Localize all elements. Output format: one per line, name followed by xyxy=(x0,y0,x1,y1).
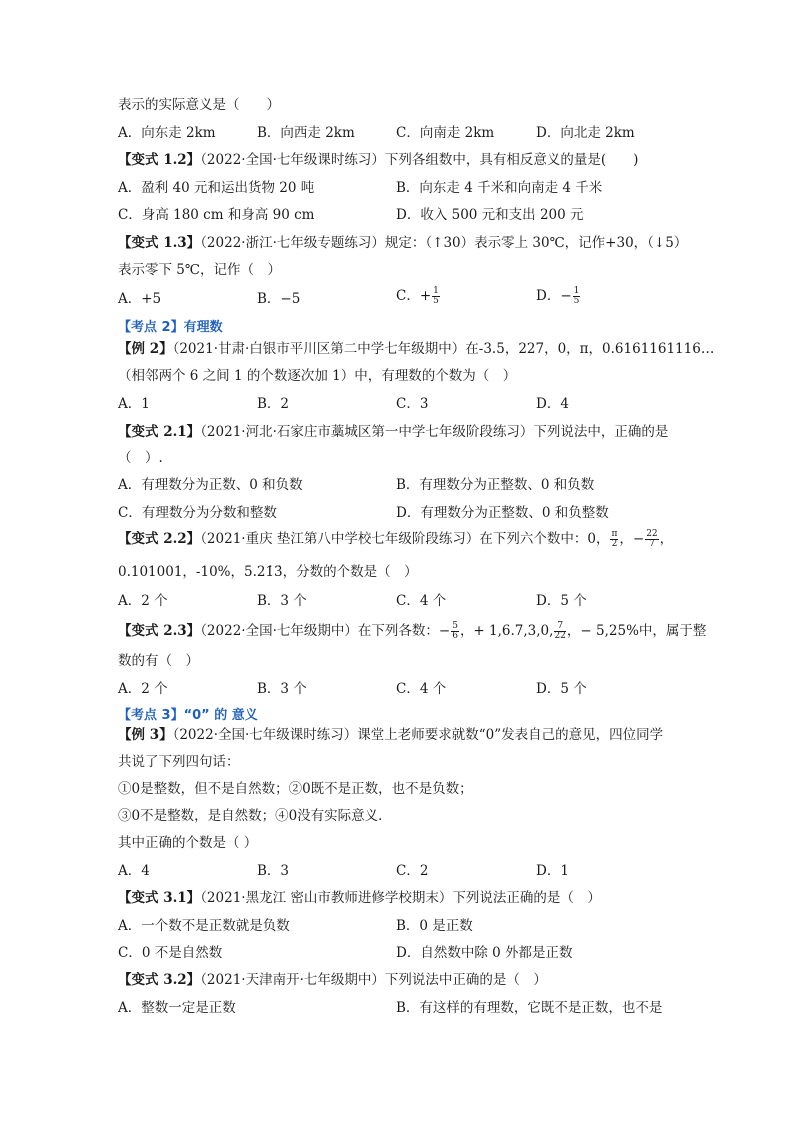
question-stem: 表示的实际意义是（ ） xyxy=(118,97,280,113)
question-text: （2022·全国·七年级课时练习）课堂上老师要求就数“0”发表自己的意见，四位同学 xyxy=(172,727,664,743)
fraction xyxy=(573,287,581,306)
question-text-cont: 0.101001，-10%，5.21̇3̇，分数的个数是（ ） xyxy=(118,564,418,580)
fraction-denominator: 5 xyxy=(433,296,439,306)
option-a: A．2 个 xyxy=(118,681,168,697)
option-c: C．4 个 xyxy=(396,593,447,609)
example-2 xyxy=(118,340,714,358)
fraction xyxy=(554,622,565,641)
question-text-cont: 共说了下列四句话： xyxy=(118,754,240,770)
option-b: B．−5 xyxy=(257,291,301,307)
option-c: C．向南走 2km xyxy=(396,125,495,141)
option-c: C．身高 180 cm 和身高 90 cm xyxy=(118,207,315,223)
option-c: C．2 xyxy=(396,863,429,879)
question-text: （2021·黑龙江 密山市教师进修学校期末）下列说法正确的是（ ） xyxy=(200,890,601,906)
option-text: C．+ xyxy=(396,288,432,304)
option-d: D．有理数分为正整数、0 和负整数 xyxy=(396,505,609,521)
fraction xyxy=(432,287,440,306)
option-b: B．3 xyxy=(257,863,290,879)
option-b: B．3 个 xyxy=(257,593,307,609)
option-a: A．4 xyxy=(118,863,150,879)
separator-text: ，− xyxy=(619,531,645,547)
option-b: B．向东走 4 千米和向南走 4 千米 xyxy=(396,180,603,196)
question-variant-1-2 xyxy=(118,151,638,169)
option-d: D．收入 500 元和支出 200 元 xyxy=(396,207,584,223)
fraction xyxy=(645,530,658,549)
option-b: B．有理数分为正整数、0 和负数 xyxy=(396,477,595,493)
fraction-denominator: 6 xyxy=(452,631,458,641)
question-label: 【变式 2.2】 xyxy=(118,531,201,547)
option-a: A．2 个 xyxy=(118,593,168,609)
option-d: D．5 个 xyxy=(536,593,587,609)
option-d: D．1 xyxy=(536,863,569,879)
option-c: C．3 xyxy=(396,396,429,412)
option-a: A．+5 xyxy=(118,291,162,307)
question-label: 【变式 3.2】 xyxy=(118,972,201,988)
question-label: 【例 3】 xyxy=(118,727,173,743)
question-variant-2-3 xyxy=(118,622,706,641)
question-text-cont: （ ）. xyxy=(118,450,163,466)
fraction-numerator: 7 xyxy=(554,622,565,632)
option-text: D．− xyxy=(536,288,572,304)
fraction xyxy=(610,530,618,549)
statement-line: ③0不是整数，是自然数；④0没有实际意义． xyxy=(118,808,392,824)
question-text: （2021·重庆 垫江第八中学校七年级阶段练习）在下列六个数中：0， xyxy=(200,531,610,547)
question-label: 【变式 1.3】 xyxy=(118,235,201,251)
question-text: ，+ 1,6.7,3,0, xyxy=(459,623,554,639)
question-text: （2022·全国·七年级课时练习）下列各组数中，具有相反意义的量是( ) xyxy=(200,152,639,168)
option-c: C．4 个 xyxy=(396,681,447,697)
option-b: B．0 是正数 xyxy=(396,918,473,934)
fraction-numerator: 22 xyxy=(646,529,658,539)
option-a: A．一个数不是正数就是负数 xyxy=(118,918,290,934)
fraction-numerator: 1 xyxy=(433,286,439,296)
option-a: A．1 xyxy=(118,396,150,412)
question-text-cont: 表示零下 5℃，记作（ ） xyxy=(118,262,281,278)
option-d: D．向北走 2km xyxy=(536,125,635,141)
option-a: A．盈利 40 元和运出货物 20 吨 xyxy=(118,180,315,196)
fraction-numerator: 5 xyxy=(452,621,458,631)
question-variant-3-2 xyxy=(118,971,547,989)
question-label: 【变式 3.1】 xyxy=(118,890,201,906)
question-variant-3-1 xyxy=(118,889,601,907)
option-b: B．有这样的有理数，它既不是正数，也不是 xyxy=(396,1000,663,1016)
question-text: （2022·浙江·七年级专题练习）规定：（↑30）表示零上 30℃，记作+30，（↓5） xyxy=(200,235,688,251)
question-text-cont: 数的有（ ） xyxy=(118,653,199,669)
fraction-numerator: π xyxy=(611,529,618,539)
fraction-numerator: 1 xyxy=(573,286,580,296)
option-b: B．3 个 xyxy=(257,681,307,697)
option-d xyxy=(536,287,581,306)
question-variant-2-1 xyxy=(118,423,668,441)
option-c: C．有理数分为分数和整数 xyxy=(118,505,277,521)
option-b: B．向西走 2km xyxy=(257,125,355,141)
fraction-denominator: 2 xyxy=(611,539,618,549)
fraction-denominator: 22 xyxy=(554,631,566,641)
question-text: （2021·河北·石家庄市藁城区第一中学七年级阶段练习）下列说法中，正确的是 xyxy=(200,424,669,440)
question-text: （2021·天津南开·七年级期中）下列说法中正确的是（ ） xyxy=(200,972,547,988)
section-heading: 【考点 2】有理数 xyxy=(118,320,223,335)
option-a: A．整数一定是正数 xyxy=(118,1000,236,1016)
option-c xyxy=(396,287,441,306)
question-variant-2-2 xyxy=(118,530,673,549)
example-3 xyxy=(118,726,663,744)
separator-text: ， xyxy=(659,531,674,547)
option-a: A．向东走 2km xyxy=(118,125,216,141)
option-b: B．2 xyxy=(257,396,290,412)
option-d: D．5 个 xyxy=(536,681,587,697)
question-label: 【变式 1.2】 xyxy=(118,152,201,168)
question-text: ，− 5,25%中，属于整 xyxy=(566,623,707,639)
fraction xyxy=(451,622,459,641)
fraction-denominator: 5 xyxy=(573,296,580,306)
question-label: 【例 2】 xyxy=(118,341,173,357)
question-text: （2021·甘肃·白银市平川区第二中学七年级期中）在-3.5，227，0，π，0.6161161116… xyxy=(172,341,715,357)
option-a: A．有理数分为正数、0 和负数 xyxy=(118,477,303,493)
section-heading: 【考点 3】“0” 的 意义 xyxy=(118,708,258,723)
question-text-cont: （相邻两个 6 之间 1 的个数逐次加 1）中，有理数的个数为（ ） xyxy=(118,368,517,384)
option-c: C．0 不是自然数 xyxy=(118,945,223,961)
option-d: D．4 xyxy=(536,396,569,412)
question-prompt: 其中正确的个数是（ ） xyxy=(118,835,258,851)
statement-line: ①0是整数，但不是自然数；②0既不是正数，也不是负数； xyxy=(118,781,473,797)
question-label: 【变式 2.1】 xyxy=(118,424,201,440)
question-label: 【变式 2.3】 xyxy=(118,623,201,639)
question-text: （2022·全国·七年级期中）在下列各数：− xyxy=(200,623,451,639)
question-variant-1-3 xyxy=(118,234,687,252)
option-d: D．自然数中除 0 外都是正数 xyxy=(396,945,573,961)
fraction-denominator: 7 xyxy=(649,539,655,549)
